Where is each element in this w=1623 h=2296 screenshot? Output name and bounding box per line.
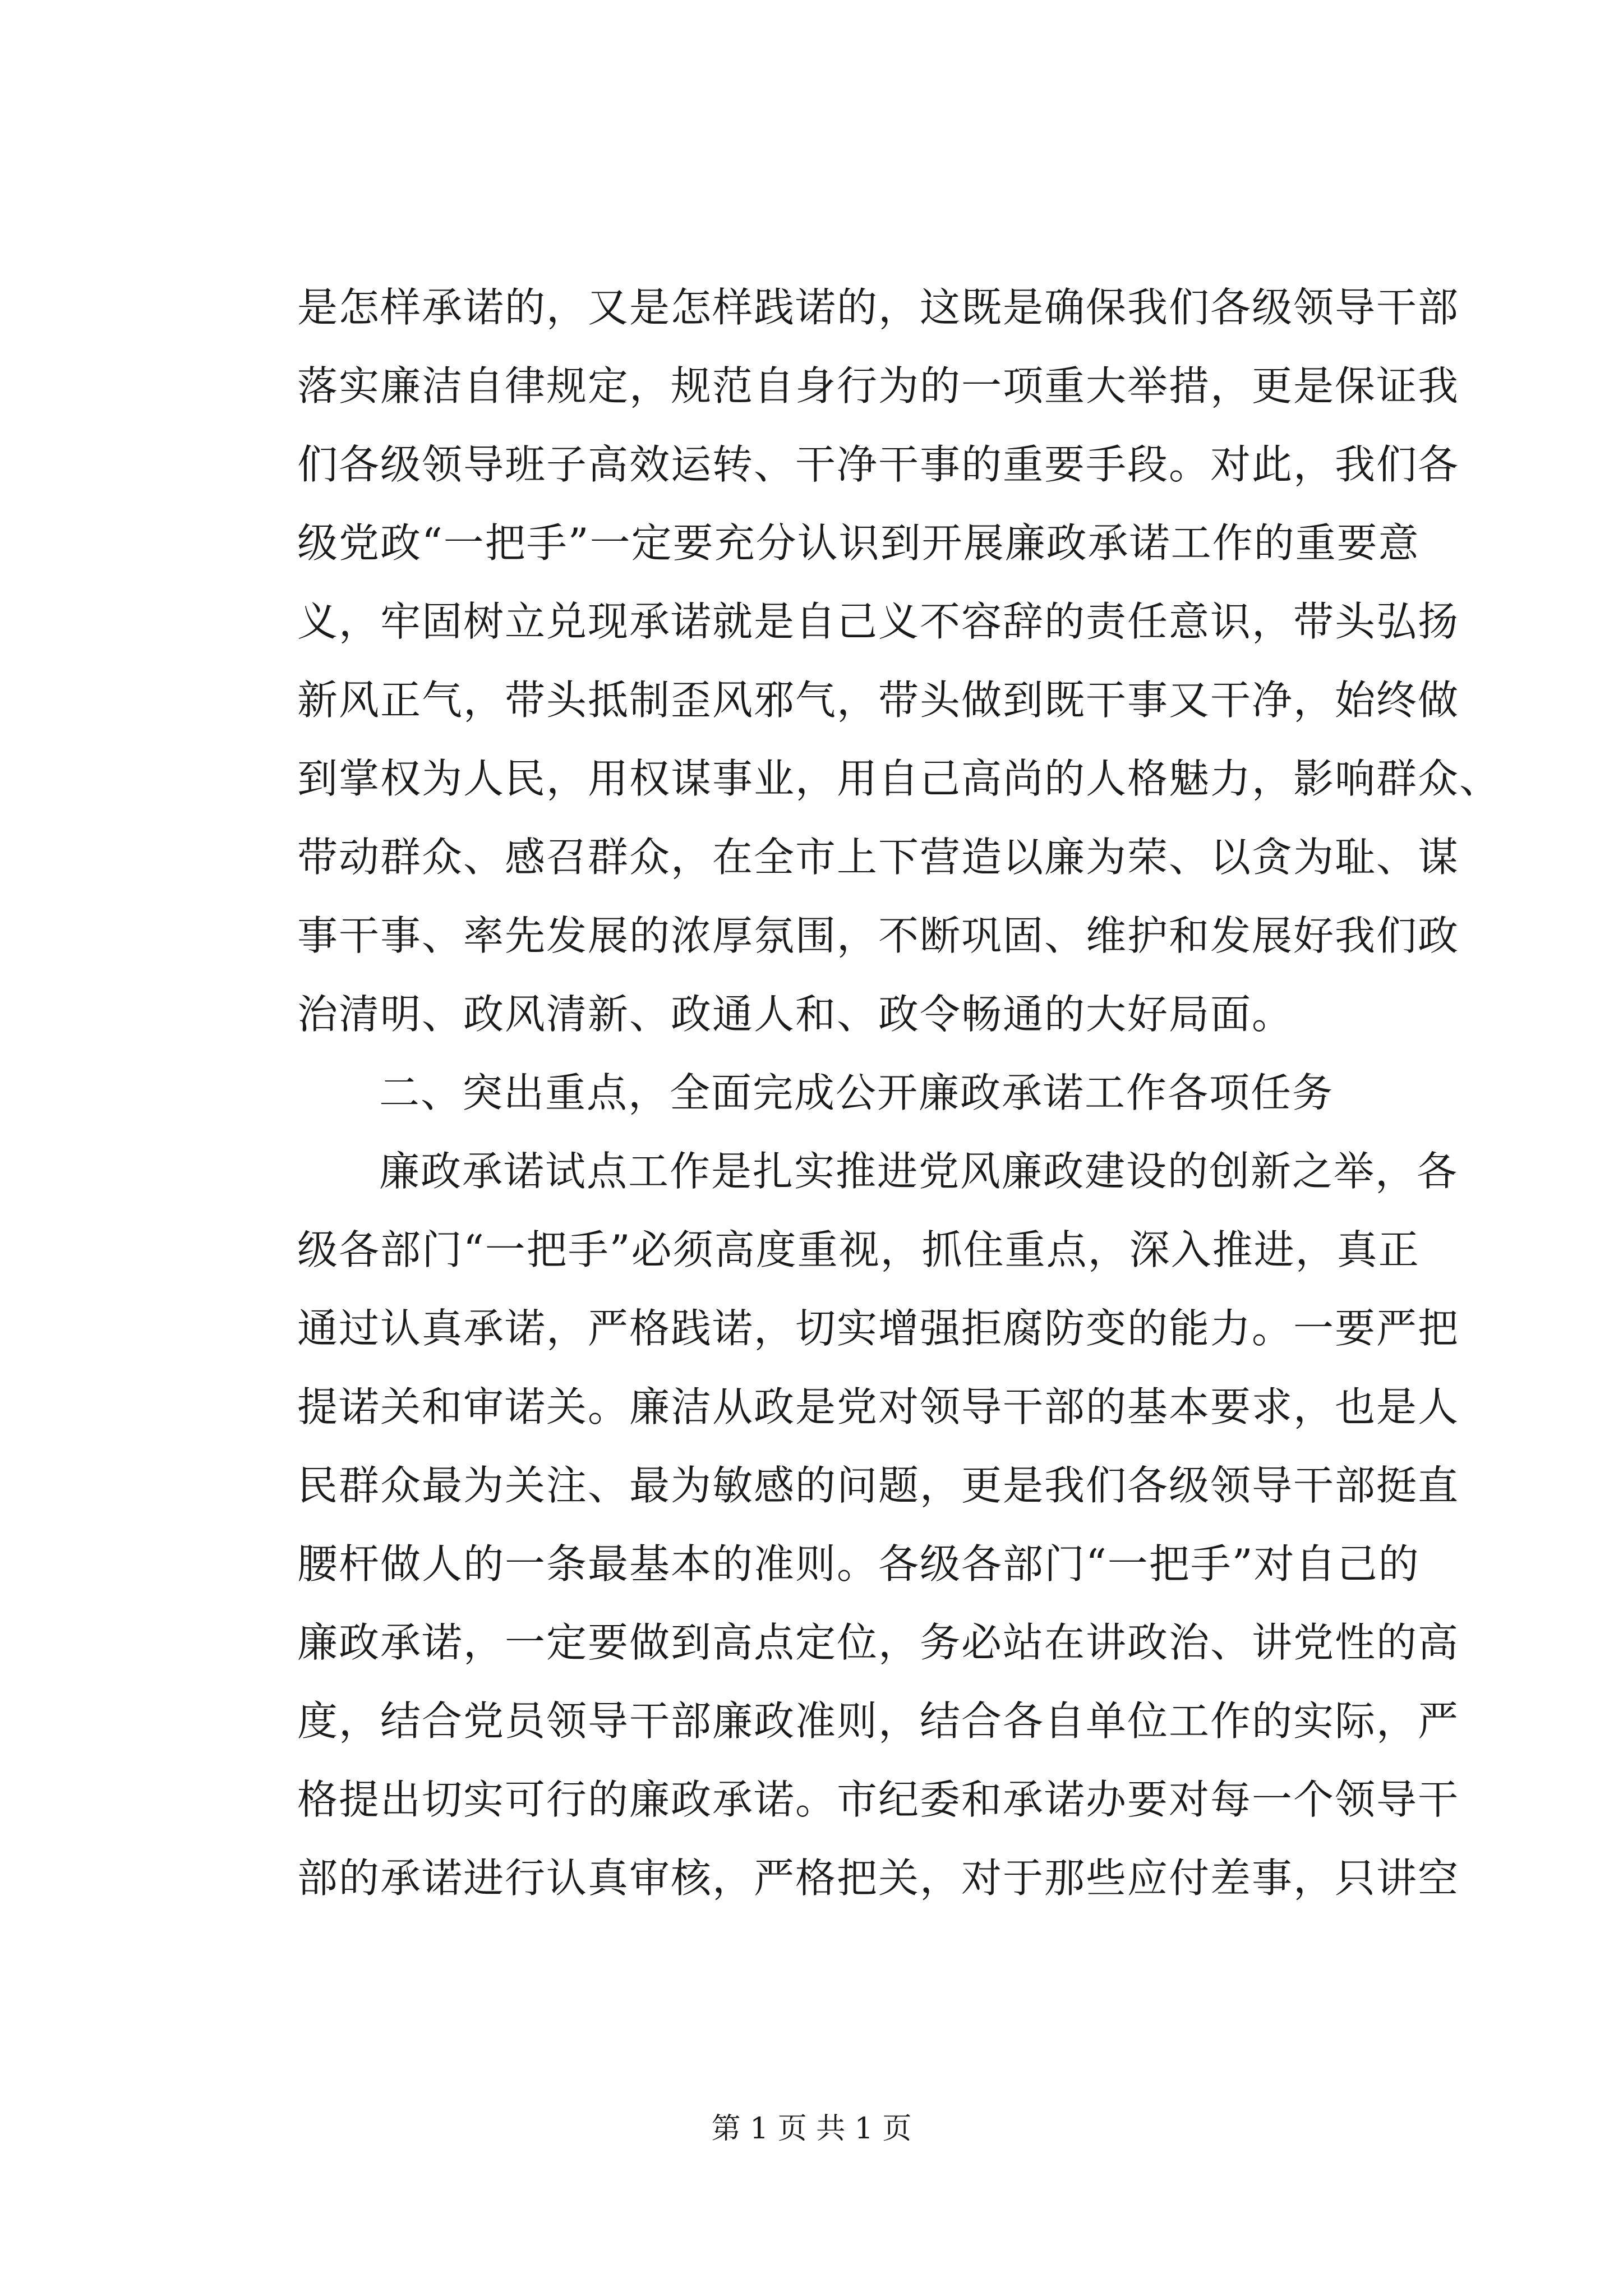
paragraph-line: 廉政承诺试点工作是扎实推进党风廉政建设的创新之举，各 <box>379 1148 1459 1195</box>
paragraph-line: 们各级领导班子高效运转、干净干事的重要手段。对此，我们各 <box>297 441 1460 488</box>
paragraph-line: 治清明、政风清新、政通人和、政令畅通的大好局面。 <box>297 991 1294 1038</box>
paragraph-line: 度，结合党员领导干部廉政准则，结合各自单位工作的实际，严 <box>297 1697 1460 1745</box>
paragraph-line: 通过认真承诺，严格践诺，切实增强拒腐防变的能力。一要严把 <box>297 1305 1460 1352</box>
paragraph-line: 格提出切实可行的廉政承诺。市纪委和承诺办要对每一个领导干 <box>297 1776 1460 1823</box>
paragraph-line: 民群众最为关注、最为敏感的问题，更是我们各级领导干部挺直 <box>297 1462 1460 1509</box>
paragraph-line: 到掌权为人民，用权谋事业，用自己高尚的人格魅力，影响群众、 <box>297 755 1501 802</box>
paragraph-line: 级党政“一把手”一定要充分认识到开展廉政承诺工作的重要意 <box>297 519 1420 567</box>
paragraph-line: 级各部门“一把手”必须高度重视，抓住重点，深入推进，真正 <box>297 1226 1420 1273</box>
paragraph-line: 义，牢固树立兑现承诺就是自己义不容辞的责任意识，带头弘扬 <box>297 598 1460 645</box>
paragraph-line: 新风正气，带头抵制歪风邪气，带头做到既干事又干净，始终做 <box>297 677 1460 724</box>
paragraph-line: 廉政承诺，一定要做到高点定位，务必站在讲政治、讲党性的高 <box>297 1619 1460 1666</box>
section-heading: 二、突出重点，全面完成公开廉政承诺工作各项任务 <box>379 1069 1334 1116</box>
document-body <box>297 268 1501 1917</box>
paragraph-line: 腰杆做人的一条最基本的准则。各级各部门“一把手”对自己的 <box>297 1540 1420 1588</box>
paragraph-line: 带动群众、感召群众，在全市上下营造以廉为荣、以贪为耻、谋 <box>297 834 1460 881</box>
paragraph-line: 提诺关和审诺关。廉洁从政是党对领导干部的基本要求，也是人 <box>297 1383 1460 1430</box>
page-number: 第 1 页 共 1 页 <box>711 2112 912 2146</box>
paragraph-line: 事干事、率先发展的浓厚氛围，不断巩固、维护和发展好我们政 <box>297 912 1460 959</box>
paragraph-line: 部的承诺进行认真审核，严格把关，对于那些应付差事，只讲空 <box>297 1855 1460 1902</box>
paragraph-line: 落实廉洁自律规定，规范自身行为的一项重大举措，更是保证我 <box>297 362 1460 409</box>
page-footer <box>0 2109 1623 2148</box>
paragraph-line: 是怎样承诺的，又是怎样践诺的，这既是确保我们各级领导干部 <box>297 284 1460 331</box>
